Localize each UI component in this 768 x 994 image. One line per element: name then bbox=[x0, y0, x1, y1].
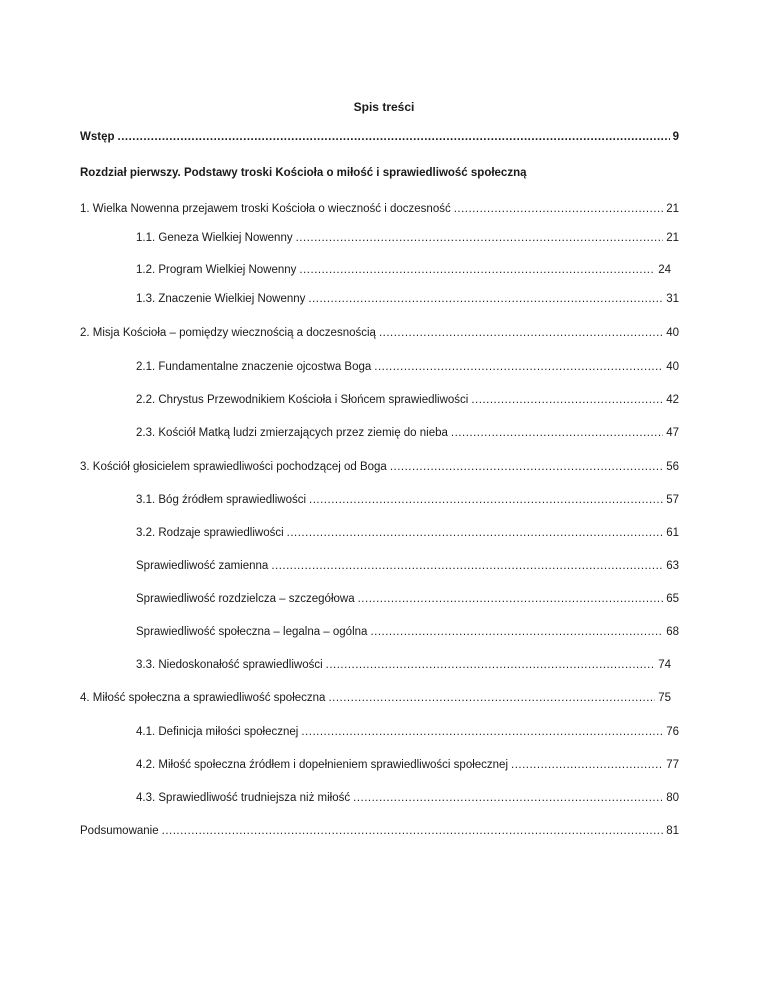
toc-entry-label: Sprawiedliwość społeczna – legalna – ogólna bbox=[136, 626, 368, 638]
toc-entry-label: 2. Misja Kościoła – pomiędzy wiecznością a doczesnością bbox=[80, 327, 376, 339]
toc-leader-dots bbox=[326, 659, 656, 671]
toc-entry[interactable] bbox=[136, 626, 679, 638]
toc-entry[interactable] bbox=[136, 394, 679, 406]
toc-page-number: 31 bbox=[666, 293, 679, 305]
toc-entry-label: 1. Wielka Nowenna przejawem troski Kościoła o wieczność i doczesność bbox=[80, 203, 451, 215]
toc-entry-label: 4. Miłość społeczna a sprawiedliwość społeczna bbox=[80, 692, 326, 704]
toc-entry[interactable] bbox=[80, 327, 679, 339]
toc-leader-dots bbox=[301, 726, 663, 738]
toc-page-number: 80 bbox=[666, 792, 679, 804]
toc-leader-dots bbox=[162, 825, 664, 837]
toc-entry[interactable] bbox=[136, 560, 679, 572]
toc-entry-label: Sprawiedliwość rozdzielcza – szczegółowa bbox=[136, 593, 355, 605]
toc-entry[interactable] bbox=[136, 659, 671, 671]
toc-entry-label: Sprawiedliwość zamienna bbox=[136, 560, 269, 572]
toc-leader-dots bbox=[471, 394, 663, 406]
toc-entry-label: 1.1. Geneza Wielkiej Nowenny bbox=[136, 232, 293, 244]
toc-page-number: 77 bbox=[666, 759, 679, 771]
toc-leader-dots bbox=[511, 759, 663, 771]
toc-entry[interactable] bbox=[80, 203, 679, 215]
toc-entry[interactable] bbox=[136, 593, 679, 605]
toc-page-number: 76 bbox=[666, 726, 679, 738]
toc-entry-label: 3. Kościół głosicielem sprawiedliwości pochodzącej od Boga bbox=[80, 461, 387, 473]
toc-leader-dots bbox=[309, 494, 663, 506]
toc-page-number: 24 bbox=[658, 264, 671, 276]
toc-entry[interactable] bbox=[136, 232, 679, 244]
toc-leader-dots bbox=[451, 427, 663, 439]
toc-leader-dots bbox=[296, 232, 664, 244]
toc-entry[interactable] bbox=[80, 461, 679, 473]
toc-entry[interactable] bbox=[80, 692, 671, 704]
toc-leader-dots bbox=[374, 361, 663, 373]
toc-page-number: 21 bbox=[666, 232, 679, 244]
toc-entry-label: 3.3. Niedoskonałość sprawiedliwości bbox=[136, 659, 323, 671]
toc-leader-dots bbox=[379, 327, 663, 339]
toc-page-number: 57 bbox=[666, 494, 679, 506]
toc-entry[interactable] bbox=[136, 494, 679, 506]
toc-page-number: 81 bbox=[666, 825, 679, 837]
toc-entry[interactable] bbox=[136, 792, 679, 804]
toc-leader-dots bbox=[299, 264, 655, 276]
toc-leader-dots bbox=[118, 131, 670, 143]
toc-leader-dots bbox=[308, 293, 663, 305]
toc-entry-label: 3.1. Bóg źródłem sprawiedliwości bbox=[136, 494, 307, 506]
toc-leader-dots bbox=[390, 461, 663, 473]
toc-entry-intro[interactable] bbox=[80, 131, 679, 143]
toc-entry-label: Wstęp bbox=[80, 131, 115, 143]
page-title: Spis treści bbox=[353, 100, 415, 114]
toc-page-number: 74 bbox=[658, 659, 671, 671]
toc-leader-dots bbox=[287, 527, 664, 539]
toc-leader-dots bbox=[328, 692, 655, 704]
toc-entry[interactable] bbox=[136, 361, 679, 373]
toc-page-number: 40 bbox=[666, 327, 679, 339]
toc-entry-label: 4.1. Definicja miłości społecznej bbox=[136, 726, 299, 738]
toc-entry[interactable] bbox=[136, 726, 679, 738]
toc-entry[interactable] bbox=[136, 264, 671, 276]
toc-entry-label: 1.3. Znaczenie Wielkiej Nowenny bbox=[136, 293, 306, 305]
toc-entry-summary[interactable] bbox=[80, 825, 679, 837]
toc-leader-dots bbox=[454, 203, 663, 215]
chapter-heading: Rozdział pierwszy. Podstawy troski Kościoła o miłość i sprawiedliwość społeczną bbox=[80, 167, 527, 179]
toc-page-number: 63 bbox=[666, 560, 679, 572]
toc-leader-dots bbox=[271, 560, 663, 572]
toc-page-number: 65 bbox=[666, 593, 679, 605]
toc-leader-dots bbox=[353, 792, 663, 804]
toc-entry-label: Podsumowanie bbox=[80, 825, 159, 837]
toc-entry-label: 2.2. Chrystus Przewodnikiem Kościoła i Słońcem sprawiedliwości bbox=[136, 394, 469, 406]
toc-page-number: 61 bbox=[666, 527, 679, 539]
toc-page-number: 56 bbox=[666, 461, 679, 473]
toc-page-number: 9 bbox=[672, 131, 679, 143]
toc-entry-label: 4.3. Sprawiedliwość trudniejsza niż miłość bbox=[136, 792, 351, 804]
toc-entry-label: 1.2. Program Wielkiej Nowenny bbox=[136, 264, 297, 276]
toc-page-number: 21 bbox=[666, 203, 679, 215]
toc-leader-dots bbox=[370, 626, 663, 638]
toc-entry-label: 2.3. Kościół Matką ludzi zmierzających przez ziemię do nieba bbox=[136, 427, 448, 439]
toc-entry[interactable] bbox=[136, 527, 679, 539]
toc-entry[interactable] bbox=[136, 293, 679, 305]
toc-entry-label: 2.1. Fundamentalne znaczenie ojcostwa Boga bbox=[136, 361, 372, 373]
toc-entry[interactable] bbox=[136, 759, 679, 771]
toc-page-number: 40 bbox=[666, 361, 679, 373]
toc-entry-label: 3.2. Rodzaje sprawiedliwości bbox=[136, 527, 284, 539]
toc-page-number: 42 bbox=[666, 394, 679, 406]
toc-entry[interactable] bbox=[136, 427, 679, 439]
toc-page-number: 68 bbox=[666, 626, 679, 638]
toc-page-number: 75 bbox=[658, 692, 671, 704]
toc-entry-label: 4.2. Miłość społeczna źródłem i dopełnieniem sprawiedliwości społecznej bbox=[136, 759, 509, 771]
toc-leader-dots bbox=[358, 593, 664, 605]
toc-page-number: 47 bbox=[666, 427, 679, 439]
